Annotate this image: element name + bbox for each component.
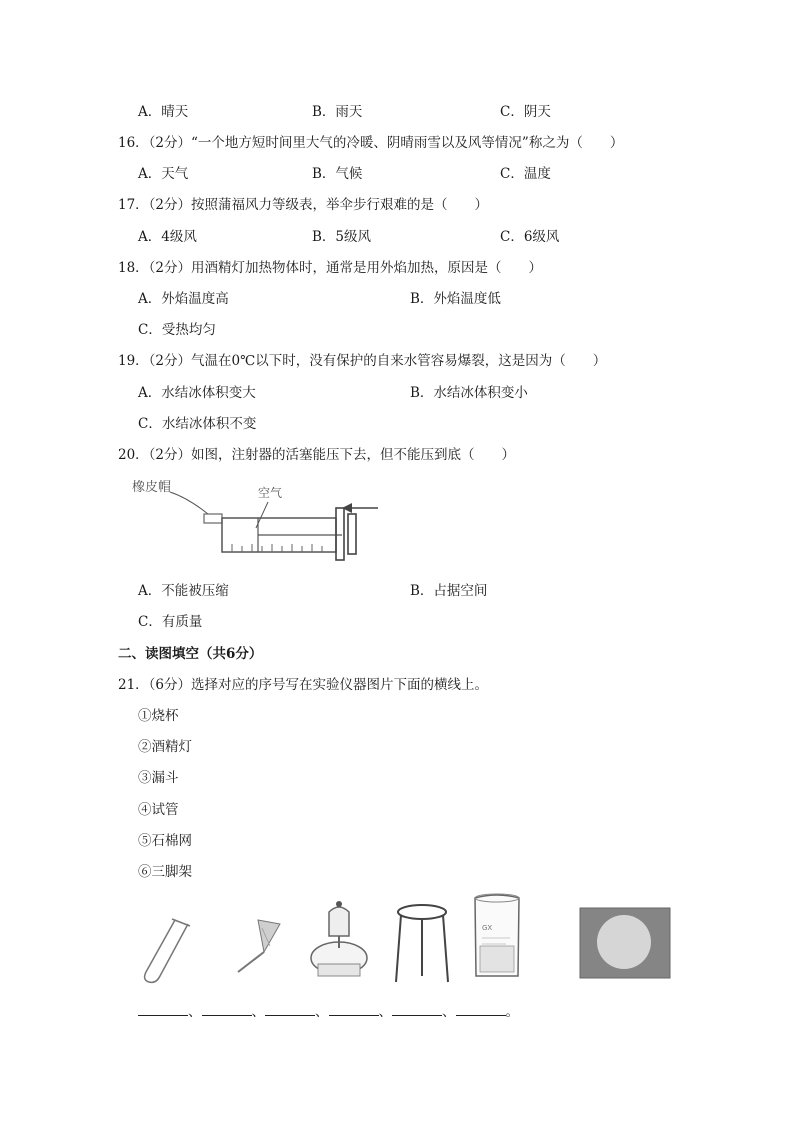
q17-option-b: B．5级风 <box>312 229 372 245</box>
q18-option-a: A．外焰温度高 <box>138 291 229 307</box>
rubber-cap <box>204 514 222 523</box>
answer-blank-1[interactable] <box>138 1001 188 1016</box>
q16-option-a: A．天气 <box>138 166 189 182</box>
rubber-cap-pointer <box>170 492 208 514</box>
q19-stem: 19．（2分）气温在0℃以下时，没有保护的自来水管容易爆裂，这是因为（ ） <box>118 353 607 369</box>
q20-option-b: B．占据空间 <box>410 583 488 599</box>
plunger-handle <box>348 514 356 554</box>
q21-item-tripod: ⑥三脚架 <box>138 864 192 880</box>
tripod-image <box>396 905 448 982</box>
funnel-image <box>238 920 280 972</box>
q18-option-c: C．受热均匀 <box>138 322 216 338</box>
q15-option-b: B．雨天 <box>312 104 363 120</box>
q20-option-a: A．不能被压缩 <box>138 583 229 599</box>
q18-stem: 18．（2分）用酒精灯加热物体时，通常是用外焰加热，原因是（ ） <box>118 260 543 276</box>
q16-option-b: B．气候 <box>312 166 363 182</box>
beaker-image <box>475 894 519 976</box>
q21-item-alcohol-lamp: ②酒精灯 <box>138 739 192 755</box>
q15-option-a: A．晴天 <box>138 104 189 120</box>
barrel-flange <box>336 508 344 560</box>
q19-option-b: B．水结冰体积变小 <box>410 385 528 401</box>
q21-item-test-tube: ④试管 <box>138 802 179 818</box>
q19-option-a: A．水结冰体积变大 <box>138 385 256 401</box>
answer-blank-6[interactable] <box>456 1001 506 1016</box>
rubber-cap-label: 橡皮帽 <box>132 480 172 495</box>
syringe-figure <box>130 474 390 572</box>
answer-blank-3[interactable] <box>265 1001 315 1016</box>
svg-text:GX: GX <box>482 924 493 932</box>
q17-option-a: A．4级风 <box>138 229 197 245</box>
q20-option-c: C．有质量 <box>138 614 203 630</box>
q21-stem: 21．（6分）选择对应的序号写在实验仪器图片下面的横线上。 <box>118 677 489 693</box>
alcohol-lamp-image <box>311 901 367 976</box>
answer-blank-5[interactable] <box>392 1001 442 1016</box>
answer-blank-4[interactable] <box>329 1001 379 1016</box>
q15-option-c: C．阴天 <box>500 104 551 120</box>
syringe-scale-marks <box>232 544 322 552</box>
q17-stem: 17．（2分）按照蒲福风力等级表，举伞步行艰难的是（ ） <box>118 197 489 213</box>
q19-option-c: C．水结冰体积不变 <box>138 416 257 432</box>
q21-item-beaker: ①烧杯 <box>138 708 179 724</box>
q20-stem: 20．（2分）如图，注射器的活塞能压下去，但不能压到底（ ） <box>118 447 516 463</box>
air-label: 空气 <box>258 486 283 500</box>
q21-item-funnel: ③漏斗 <box>138 770 179 786</box>
test-tube-image <box>145 919 190 982</box>
answer-blank-2[interactable] <box>202 1001 252 1016</box>
q18-option-b: B．外焰温度低 <box>410 291 501 307</box>
q17-option-c: C．6级风 <box>500 229 560 245</box>
q21-item-asbestos-net: ⑤石棉网 <box>138 833 192 849</box>
asbestos-net-image <box>580 908 670 978</box>
q16-stem: 16．（2分）“一个地方短时间里大气的冷暖、阴晴雨雪以及风等情况”称之为（ ） <box>118 135 624 151</box>
q21-answer-blanks: 、 、 、 、 、 。 <box>138 1001 519 1022</box>
apparatus-figure <box>130 890 690 988</box>
q16-option-c: C．温度 <box>500 166 551 182</box>
section-2-title: 二、读图填空（共6分） <box>118 646 263 662</box>
